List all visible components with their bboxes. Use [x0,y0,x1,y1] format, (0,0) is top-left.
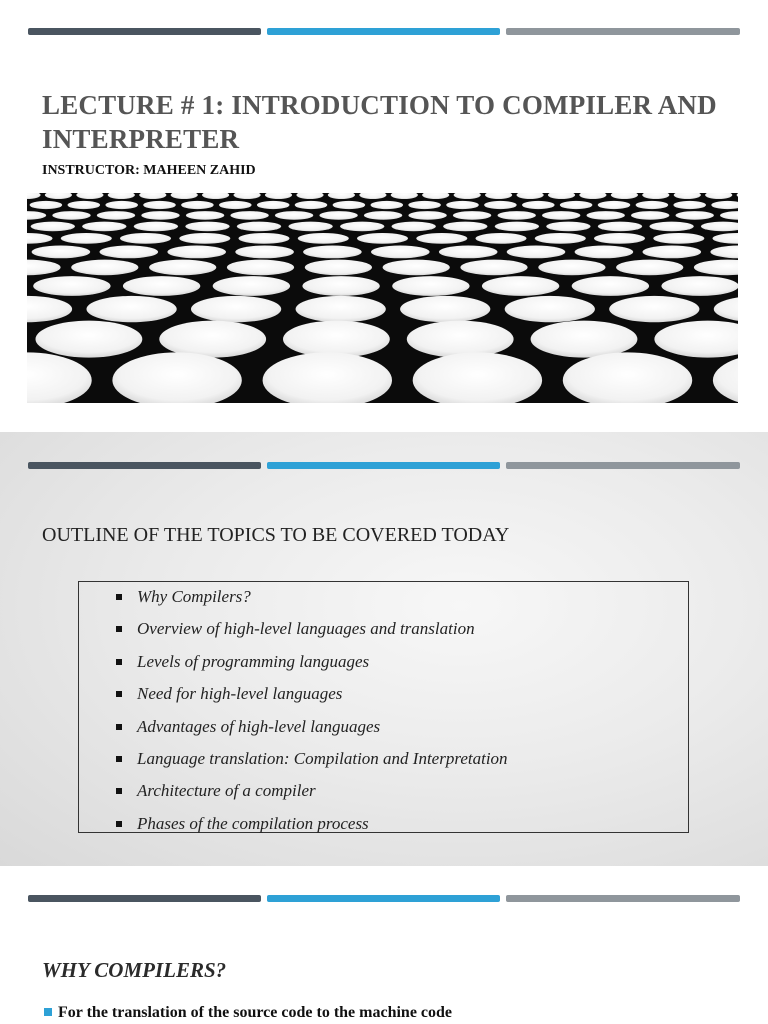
topic-text: Architecture of a compiler [137,781,316,801]
list-item [79,651,688,683]
blue-square-bullet-icon [44,1008,52,1016]
square-bullet-icon [116,659,122,665]
square-bullet-icon [116,788,122,794]
list-item [79,716,688,748]
slide-why-compilers [0,866,768,1024]
topic-text: Levels of programming languages [137,651,370,671]
square-bullet-icon [116,756,122,762]
square-bullet-icon [116,594,122,600]
lecture-title: LECTURE # 1: INTRODUCTION TO COMPILER AND INTERPRETER [42,90,717,154]
topic-text: Why Compilers? [137,587,251,606]
accent-bar-grey [506,895,740,902]
list-item [79,618,688,650]
accent-bar-grey [506,28,740,35]
list-item [79,586,688,618]
list-item [79,813,688,845]
accent-bar-blue [267,462,500,469]
topic-text: Advantages of high-level languages [137,716,381,736]
list-item [44,1004,452,1022]
accent-bar-dark [28,462,261,469]
square-bullet-icon [116,821,122,827]
square-bullet-icon [116,626,122,632]
list-item [79,748,688,780]
topics-box [78,581,689,833]
topic-text: Overview of high-level languages and translation [137,619,475,639]
accent-bar-blue [267,895,500,902]
square-bullet-icon [116,724,122,730]
white-discs-pattern-image [27,193,738,403]
list-item [79,780,688,812]
accent-bar-dark [28,28,261,35]
topic-text: Language translation: Compilation and Interpretation [137,748,508,768]
square-bullet-icon [116,691,122,697]
accent-bar-grey [506,462,740,469]
instructor-subtitle: INSTRUCTOR: MAHEEN ZAHID [42,163,256,178]
accent-bar-dark [28,895,261,902]
why-compilers-title: WHY COMPILERS? [42,958,227,982]
slide-outline [0,432,768,866]
list-item [79,683,688,715]
topics-list [79,582,688,845]
slide-title [0,0,768,432]
topic-text: Phases of the compilation process [137,813,369,833]
topic-text: Need for high-level languages [137,684,343,704]
accent-bar-blue [267,28,500,35]
bullet-text: For the translation of the source code to the machine code [58,1004,453,1021]
outline-title: OUTLINE OF THE TOPICS TO BE COVERED TODAY [42,524,510,546]
